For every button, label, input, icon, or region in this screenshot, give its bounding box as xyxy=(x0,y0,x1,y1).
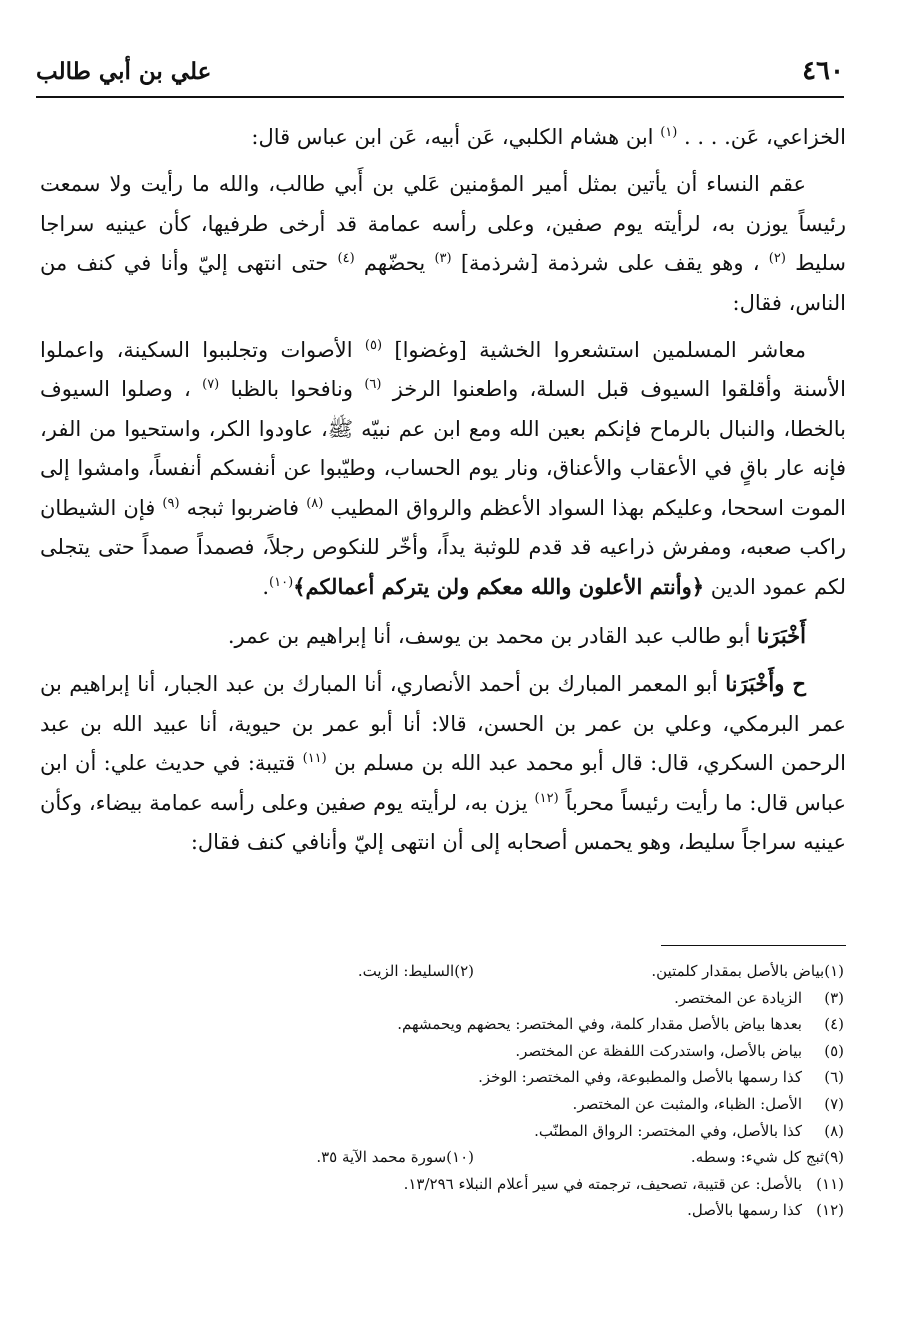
footnote-9 xyxy=(474,1144,844,1171)
footnote-ref-10: (١٠) xyxy=(269,575,294,591)
page-number: ٤٦٠ xyxy=(802,56,844,86)
footnote-text: بعدها بياض بالأصل مقدار كلمة، وفي المختصر: يحضهم ويحمشهم. xyxy=(397,1015,802,1034)
footnote-ref-1: (١) xyxy=(660,125,678,140)
text-span: أبو المعمر المبارك بن أحمد الأنصاري، أنا المبارك بن عبد الجبار، أنا إبراهيم بن عمر البرمكي، وعلي بن عمر بن الحسن، قالا: أنا أبو عمر بن حيوية، أنا عبيد الله بن عبد الرحمن السكري، قال: قال أبو محمد عبد الله بن مسلم بن xyxy=(40,672,846,776)
footnote-8 xyxy=(40,1118,844,1145)
footnote-number: (٥) xyxy=(824,1041,844,1060)
footnote-number: (٢) xyxy=(454,962,474,980)
text-span: أبو طالب عبد القادر بن محمد بن يوسف، أنا إبراهيم بن عمر. xyxy=(227,623,751,648)
akhbarana-lead: ح وأَخْبَرَنا xyxy=(725,671,806,697)
footnote-row xyxy=(40,958,844,985)
text-span: الخزاعي، عَن. . . . xyxy=(684,125,846,149)
footnote-text: السليط: الزيت. xyxy=(357,962,455,980)
footnote-3 xyxy=(40,985,844,1012)
text-span: ، وهو يقف على شرذمة [شرذمة] xyxy=(460,251,760,276)
text-span: قتيبة: في حديث علي: أن ابن عباس قال: ما رأيت رئيساً محرباً xyxy=(40,751,846,815)
footnote-12 xyxy=(40,1197,844,1224)
footnote-number: (٩) xyxy=(824,1148,844,1167)
header-rule xyxy=(36,96,844,98)
footnote-ref-2: (٢) xyxy=(768,251,786,267)
footnote-number: (١٠) xyxy=(446,1148,474,1167)
text-span: . xyxy=(262,575,270,600)
footnote-number: (١٢) xyxy=(816,1201,844,1220)
text-span: معاشر المسلمين استشعروا الخشية [وغضوا] xyxy=(394,338,806,363)
page-header xyxy=(36,56,844,96)
paragraph-description xyxy=(40,165,846,323)
footnote-5 xyxy=(40,1038,844,1065)
text-span: ، وصلوا السيوف بالخطا، والنبال بالرماح فإنكم بعين الله ومع ابن عم نبيّه ﷺ، عاودوا الكر، واستحيوا من الفر، فإنه عار باقٍ في الأعقاب والأعناق، ونار يوم الحساب، وطيّبوا عن أنفسكم أنفساً، وامشوا إلى الموت اسححا، وعليكم بهذا السواد الأعظم والرواق المطيب xyxy=(40,377,846,520)
footnote-text: كذا رسمها بالأصل والمطبوعة، وفي المختصر: الوخز. xyxy=(478,1068,802,1087)
footnote-text: بياض بالأصل بمقدار كلمتين. xyxy=(651,962,825,980)
footnote-text: ثبج كل شيء: وسطه. xyxy=(690,1148,825,1167)
footnote-ref-9: (٩) xyxy=(162,495,180,511)
text-span: فاضربوا ثبجه xyxy=(186,495,300,520)
paragraph-isnad-2 xyxy=(40,664,846,862)
text-span: الأصوات وتجلببوا السكينة، واعملوا الأسنة وأقلقوا السيوف قبل السلة، واطعنوا الرخز xyxy=(40,338,846,402)
footnote-number: (٧) xyxy=(824,1094,844,1113)
text-span: يزن به، لرأيته يوم صفين وعلى رأسه عمامة بيضاء، وكأن عينيه سراجاً سليط، وهو يحمس أصحابه إلى أن انتهى إليّ وأنافي كنف فقال: xyxy=(40,790,846,854)
footnotes xyxy=(40,958,844,1224)
text-span: يحضّهم xyxy=(363,251,426,276)
text-span: عقم النساء أن يأتين بمثل أمير المؤمنين عَلي بن أَبي طالب، والله ما رأيت ولا سمعت رئيساً يوزن به، لرأيته يوم صفين، وعلى رأسه عمامة قد أرخى طرفيها، كأن عينيه سراجا سليط xyxy=(40,172,846,276)
footnote-7 xyxy=(40,1091,844,1118)
footnote-1 xyxy=(474,958,844,985)
footnote-ref-7: (٧) xyxy=(202,377,220,393)
footnote-2 xyxy=(104,958,474,985)
paragraph-speech xyxy=(40,331,846,608)
footnote-row xyxy=(40,1144,844,1171)
footnote-ref-4: (٤) xyxy=(337,251,355,267)
footnote-text: بياض بالأصل، واستدركت اللفظة عن المختصر. xyxy=(515,1041,802,1060)
running-title: علي بن أبي طالب xyxy=(36,58,212,85)
footnote-text: الأصل: الظباء، والمثبت عن المختصر. xyxy=(572,1094,802,1113)
footnote-ref-12: (١٢) xyxy=(534,790,559,806)
main-text xyxy=(40,118,846,870)
paragraph-isnad-1 xyxy=(40,616,846,656)
footnote-text: سورة محمد الآية ٣٥. xyxy=(316,1148,447,1167)
footnote-text: كذا رسمها بالأصل. xyxy=(687,1201,802,1220)
akhbarana-lead: أَخْبَرَنا xyxy=(757,622,806,648)
footnote-ref-3: (٣) xyxy=(434,251,452,267)
quran-verse: ﴿وأنتم الأعلون والله معكم ولن يتركم أعمالكم﴾ xyxy=(293,574,705,600)
footnote-4 xyxy=(40,1011,844,1038)
footnote-text: كذا بالأصل، وفي المختصر: الرواق المطنّب. xyxy=(534,1121,802,1140)
text-span: فإن الشيطان راكب صعبه، ومفرش ذراعيه قد قدم للوثبة يداً، وأخّر للنكوص رجلاً، فصمداً صمداً حتى يتجلى لكم عمود الدين xyxy=(40,495,846,600)
footnote-text: بالأصل: عن قتيبة، تصحيف، ترجمته في سير أعلام النبلاء ١٣/٢٩٦. xyxy=(403,1174,802,1193)
footnote-6 xyxy=(40,1064,844,1091)
footnote-ref-5: (٥) xyxy=(364,338,383,354)
footnote-number: (٤) xyxy=(824,1015,844,1034)
footnote-number: (٦) xyxy=(824,1068,844,1087)
footnote-number: (٣) xyxy=(824,988,844,1007)
footnote-number: (١) xyxy=(824,962,844,980)
footnote-number: (١١) xyxy=(816,1174,844,1193)
footnote-ref-6: (٦) xyxy=(364,377,382,393)
footnote-ref-11: (١١) xyxy=(302,751,327,767)
footnote-10 xyxy=(104,1144,474,1171)
footnote-rule xyxy=(661,945,846,946)
footnote-ref-8: (٨) xyxy=(306,495,324,511)
footnote-text: الزيادة عن المختصر. xyxy=(674,988,802,1007)
text-span: ونافحوا بالظبا xyxy=(230,377,354,402)
text-span: ابن هشام الكلبي، عَن أبيه، عَن ابن عباس قال: xyxy=(251,125,654,149)
paragraph-isnad-intro xyxy=(40,118,846,157)
footnote-number: (٨) xyxy=(824,1121,844,1140)
text-span: حتى انتهى إليّ وأنا في كنف من الناس، فقال: xyxy=(40,251,846,315)
footnote-11 xyxy=(40,1171,844,1198)
